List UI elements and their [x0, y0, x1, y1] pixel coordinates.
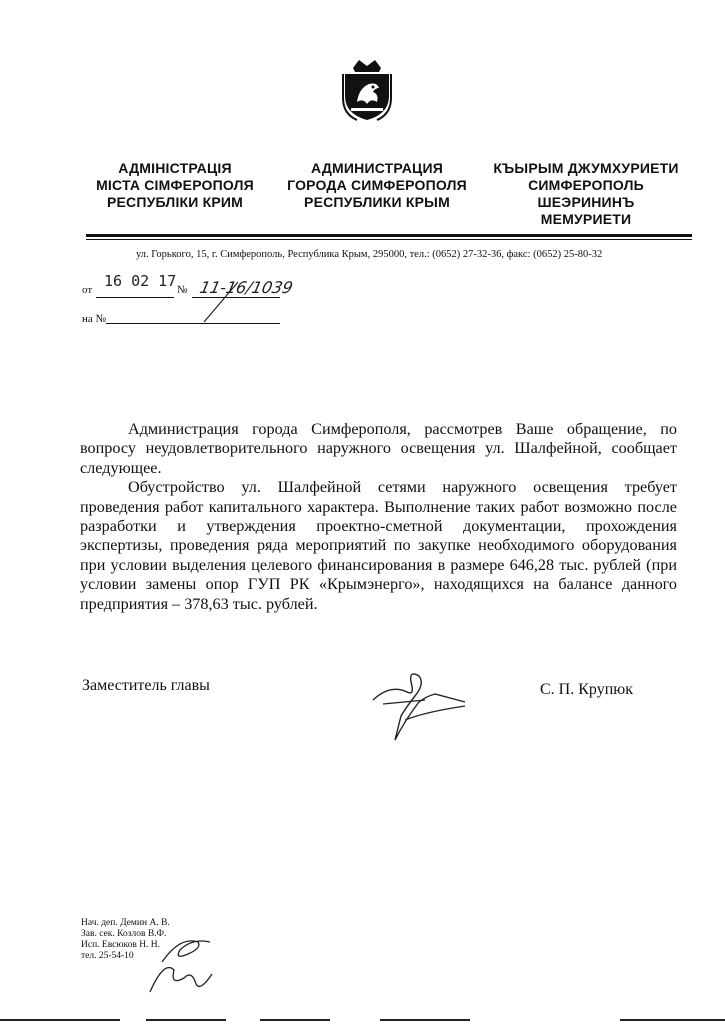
- scan-edge-mark: [260, 1019, 330, 1021]
- scan-edge-mark: [620, 1019, 725, 1021]
- scan-edge-mark: [380, 1019, 470, 1021]
- header-russian-line: РЕСПУБЛИКИ КРЫМ: [304, 194, 450, 210]
- number-label: №: [177, 284, 188, 296]
- header-ukrainian-line: МІСТА СІМФЕРОПОЛЯ: [96, 177, 254, 193]
- scan-edge-mark: [0, 1019, 120, 1021]
- header-tatar-line: СИМФЕРОПОЛЬ: [528, 177, 644, 193]
- handwritten-signature: [365, 660, 475, 755]
- address-line: ул. Горького, 15, г. Симферополь, Республика Крым, 295000, тел.: (0652) 27-32-36, факс: (0652) 25-80-32: [136, 249, 603, 260]
- header-tatar-line: КЪЫРЫМ ДЖУМХУРИЕТИ: [493, 160, 679, 176]
- crimea-coat-of-arms-icon: [339, 58, 395, 122]
- header-russian-line: ГОРОДА СИМФЕРОПОЛЯ: [287, 177, 467, 193]
- header-russian-line: АДМИНИСТРАЦИЯ: [311, 160, 443, 176]
- footer-line: Исп. Евсюков Н. Н.: [81, 940, 161, 950]
- number-value: 11-16/1039: [197, 278, 295, 297]
- signatory-title: Заместитель главы: [82, 677, 210, 694]
- header-tatar-line: МЕМУРИЕТИ: [540, 211, 632, 227]
- body-paragraph: Обустройство ул. Шалфейной сетями наружного освещения требует проведения работ капитального характера. Выполнение таких работ возможно после разработки и утверждения проектно-сметной документации, прохождения экспертизы, проведения ряда мероприятий по закупке необходимого оборудования при условии выделения целевого финансирования в размере 646,28 тыс. рублей (при условии замены опор ГУП РК «Крымэнерго», находящихся на балансе данного предприятия – 378,63 тыс. рублей.: [80, 478, 677, 613]
- header-ukrainian: [80, 160, 270, 211]
- header-tatar-line: ШЕЭРИНИНЪ: [537, 194, 635, 210]
- handwritten-initials: [140, 930, 230, 1002]
- header-russian: [277, 160, 477, 211]
- reply-label: на №: [82, 313, 107, 325]
- header-ukrainian-line: РЕСПУБЛІКИ КРИМ: [106, 194, 244, 210]
- reply-underline: [106, 323, 280, 324]
- footer-line: Зав. сек. Козлов В.Ф.: [81, 929, 167, 939]
- date-value: 16 02 17: [104, 272, 177, 290]
- footer-line: тел. 25-54-10: [81, 951, 134, 961]
- scan-edge-mark: [146, 1019, 226, 1021]
- body-paragraph: Администрация города Симферополя, рассмотрев Ваше обращение, по вопросу неудовлетворительного наружного освещения ул. Шалфейной, сообщает следующее.: [80, 420, 677, 477]
- header-crimean-tatar: [486, 160, 686, 228]
- header-ukrainian-line: АДМІНІСТРАЦІЯ: [118, 160, 232, 176]
- header-divider-thin: [86, 239, 692, 240]
- footer-line: Нач. деп. Демин А. В.: [81, 918, 170, 928]
- letter-body: [80, 420, 677, 614]
- date-underline: [96, 297, 174, 298]
- from-label: от: [82, 284, 93, 296]
- number-slash-stroke: [200, 280, 240, 324]
- header-divider-thick: [86, 234, 692, 237]
- signatory-name: С. П. Крупюк: [540, 681, 633, 698]
